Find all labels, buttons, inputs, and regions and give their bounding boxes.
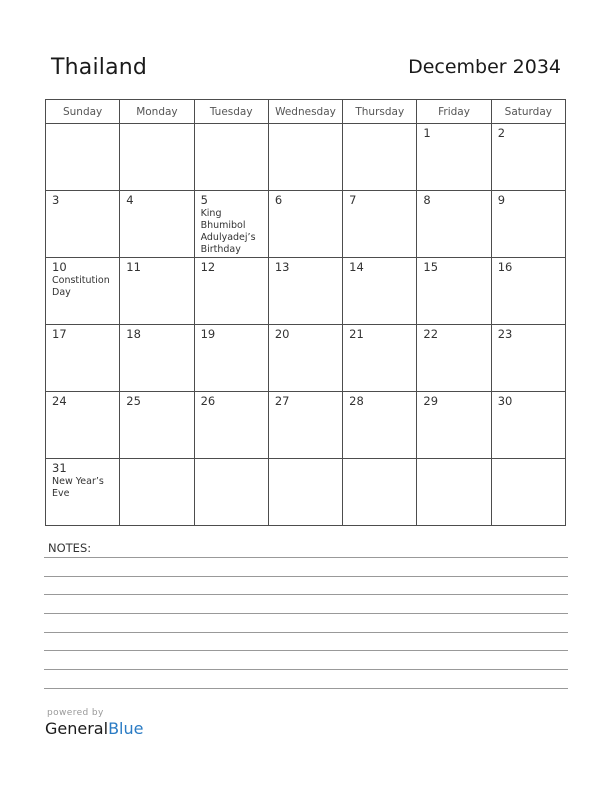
day-number: 21 (349, 327, 364, 341)
day-cell (491, 392, 565, 459)
day-cell (194, 191, 268, 258)
day-cell (120, 459, 194, 526)
day-number: 7 (349, 193, 357, 207)
notes-line (44, 557, 568, 558)
day-number: 15 (423, 260, 439, 274)
day-cell (194, 124, 268, 191)
day-number: 10 (52, 260, 67, 274)
day-number: 18 (126, 327, 141, 341)
notes-label: NOTES: (48, 541, 92, 555)
notes-line (44, 576, 568, 577)
day-cell (268, 459, 342, 526)
day-cell (194, 325, 268, 392)
weekday-header: Monday (120, 100, 194, 124)
brand-footer (45, 708, 143, 738)
week-row (46, 459, 566, 526)
day-number: 20 (274, 327, 290, 341)
day-number: 23 (497, 327, 513, 341)
day-number: 27 (274, 394, 290, 408)
day-number: 25 (126, 394, 141, 408)
day-cell (343, 258, 417, 325)
day-cell (343, 191, 417, 258)
calendar-grid (45, 99, 566, 526)
day-cell (343, 392, 417, 459)
day-number: 8 (423, 193, 431, 207)
day-number: 26 (200, 394, 216, 408)
day-cell (194, 392, 268, 459)
notes-line (44, 669, 568, 670)
powered-by-text: powered by (47, 708, 104, 718)
holiday-label: New Year’s Eve (52, 476, 104, 499)
day-number: 17 (52, 327, 67, 341)
weekday-header: Tuesday (194, 100, 268, 124)
day-number: 2 (497, 126, 506, 140)
weekday-header: Thursday (343, 100, 417, 124)
day-cell (46, 325, 120, 392)
notes-line (44, 650, 568, 651)
day-number: 12 (200, 260, 216, 274)
day-cell (491, 325, 565, 392)
day-number: 4 (126, 193, 134, 207)
day-number: 3 (52, 193, 60, 207)
day-number: 5 (200, 193, 208, 207)
day-cell (417, 325, 491, 392)
day-cell (194, 258, 268, 325)
holiday-label: King Bhumibol Adulyadej’s Birthday (200, 208, 256, 255)
day-cell (417, 191, 491, 258)
weekday-header: Wednesday (268, 100, 342, 124)
week-row (46, 325, 566, 392)
day-cell (343, 459, 417, 526)
notes-line (44, 688, 568, 689)
day-cell (194, 459, 268, 526)
day-cell (120, 124, 194, 191)
day-cell (46, 459, 120, 526)
week-row (46, 392, 566, 459)
day-cell (491, 459, 565, 526)
day-number: 19 (200, 327, 216, 341)
day-cell (343, 325, 417, 392)
day-cell (120, 392, 194, 459)
day-cell (417, 124, 491, 191)
day-number: 24 (52, 394, 67, 408)
day-cell (417, 258, 491, 325)
notes-line (44, 632, 568, 633)
notes-line (44, 613, 568, 614)
generalblue-logo (45, 719, 143, 738)
day-cell (46, 191, 120, 258)
month-year-title: December 2034 (408, 56, 561, 78)
day-cell (120, 325, 194, 392)
day-number: 30 (497, 394, 513, 408)
day-cell (268, 325, 342, 392)
day-number: 22 (423, 327, 439, 341)
day-number: 13 (274, 260, 290, 274)
logo-general-text: General (45, 719, 109, 738)
weekday-header: Friday (417, 100, 491, 124)
day-number: 16 (497, 260, 513, 274)
logo-blue-text: Blue (108, 719, 144, 738)
day-cell (46, 124, 120, 191)
day-cell (268, 258, 342, 325)
day-cell (417, 392, 491, 459)
holiday-label: Constitution Day (52, 275, 110, 298)
day-cell (268, 191, 342, 258)
day-cell (343, 124, 417, 191)
day-number: 29 (423, 394, 439, 408)
week-row (46, 191, 566, 258)
day-cell (491, 124, 565, 191)
weekday-header: Saturday (491, 100, 565, 124)
day-number: 31 (52, 461, 67, 475)
day-number: 14 (349, 260, 364, 274)
day-cell (268, 392, 342, 459)
day-cell (120, 258, 194, 325)
week-row (46, 258, 566, 325)
day-cell (46, 392, 120, 459)
day-cell (491, 258, 565, 325)
day-number: 11 (126, 260, 141, 274)
day-cell (120, 191, 194, 258)
day-cell (46, 258, 120, 325)
day-number: 9 (497, 193, 506, 207)
weekday-header-row (46, 100, 566, 124)
day-number: 1 (423, 126, 431, 140)
day-number: 28 (349, 394, 364, 408)
week-row (46, 124, 566, 191)
country-title: Thailand (51, 55, 148, 80)
weekday-header: Sunday (46, 100, 120, 124)
day-number: 6 (274, 193, 283, 207)
day-cell (268, 124, 342, 191)
day-cell (417, 459, 491, 526)
day-cell (491, 191, 565, 258)
notes-line (44, 594, 568, 595)
